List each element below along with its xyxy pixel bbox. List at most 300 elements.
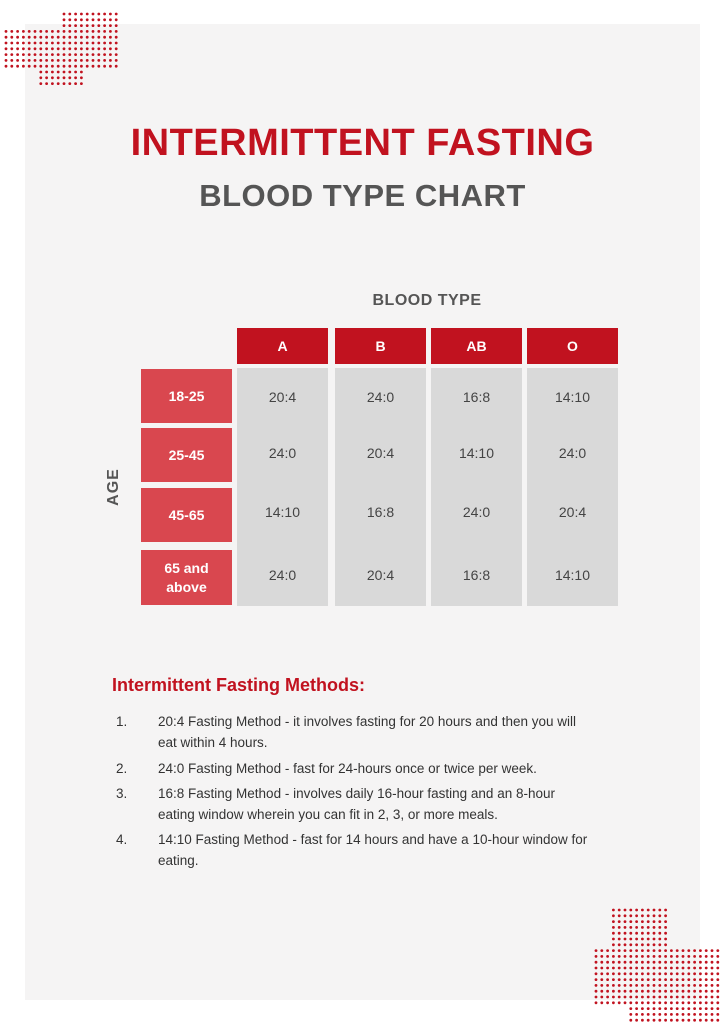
decorative-dot: [612, 932, 615, 935]
decorative-dot: [693, 1019, 696, 1022]
decorative-dot: [600, 967, 603, 970]
decorative-dot: [612, 967, 615, 970]
decorative-dot: [629, 1013, 632, 1016]
decorative-dot: [687, 972, 690, 975]
decorative-dot: [600, 984, 603, 987]
decorative-dot: [693, 996, 696, 999]
decorative-dot: [51, 65, 54, 68]
decorative-dot: [86, 42, 89, 45]
decorative-dot: [647, 949, 650, 952]
decorative-dot: [658, 943, 661, 946]
decorative-dot: [16, 42, 19, 45]
decorative-dot: [658, 967, 661, 970]
decorative-dot: [595, 967, 598, 970]
decorative-dot: [653, 978, 656, 981]
decorative-dot: [103, 53, 106, 56]
decorative-dot: [664, 909, 667, 912]
decorative-dot: [687, 955, 690, 958]
decorative-dot: [647, 938, 650, 941]
decorative-dot: [647, 1013, 650, 1016]
decorative-dot: [705, 1013, 708, 1016]
decorative-dot: [647, 926, 650, 929]
decorative-dot: [676, 996, 679, 999]
row-header-18-25: 18-25: [141, 369, 232, 423]
decorative-dot: [39, 30, 42, 33]
decorative-dot: [629, 967, 632, 970]
decorative-dot: [80, 24, 83, 27]
decorative-dot: [97, 65, 100, 68]
decorative-dot: [74, 47, 77, 50]
decorative-dot: [103, 13, 106, 16]
decorative-dot: [705, 1007, 708, 1010]
decorative-dot: [647, 909, 650, 912]
decorative-dot: [103, 65, 106, 68]
decorative-dot: [103, 42, 106, 45]
decorative-dot: [676, 949, 679, 952]
decorative-dot: [664, 938, 667, 941]
decorative-dot: [716, 1007, 719, 1010]
decorative-dot: [97, 13, 100, 16]
decorative-dot: [92, 36, 95, 39]
decorative-dot: [74, 65, 77, 68]
decorative-dot: [612, 914, 615, 917]
decorative-dot: [647, 967, 650, 970]
decorative-dot: [664, 984, 667, 987]
decorative-dot: [115, 30, 118, 33]
decorative-dot: [693, 1013, 696, 1016]
decorative-dot: [687, 978, 690, 981]
decorative-dot: [10, 53, 13, 56]
decorative-dot: [658, 938, 661, 941]
decorative-dot: [80, 47, 83, 50]
blood-type-axis-label: BLOOD TYPE: [372, 292, 482, 309]
decorative-dot: [670, 1019, 673, 1022]
decorative-dot: [68, 30, 71, 33]
decorative-dot: [676, 1013, 679, 1016]
decorative-dot: [618, 984, 621, 987]
decorative-dot: [606, 978, 609, 981]
decorative-dot: [606, 967, 609, 970]
decorative-dot: [658, 926, 661, 929]
decorative-dot: [115, 36, 118, 39]
decorative-dot: [39, 53, 42, 56]
decorative-dot: [34, 30, 37, 33]
decorative-dot: [653, 932, 656, 935]
decorative-dot: [647, 955, 650, 958]
decorative-dot: [606, 955, 609, 958]
decorative-dot: [641, 978, 644, 981]
decorative-dot: [635, 932, 638, 935]
decorative-dot: [641, 990, 644, 993]
decorative-dot: [658, 1019, 661, 1022]
decorative-dot: [629, 961, 632, 964]
decorative-dot: [629, 926, 632, 929]
decorative-dot: [635, 920, 638, 923]
decorative-dot: [595, 972, 598, 975]
decorative-dot: [92, 59, 95, 62]
decorative-dot: [635, 961, 638, 964]
decorative-dot: [641, 926, 644, 929]
decorative-dot: [664, 1019, 667, 1022]
decorative-dot: [51, 42, 54, 45]
decorative-dot: [624, 943, 627, 946]
decorative-dot: [629, 938, 632, 941]
decorative-dot: [682, 1019, 685, 1022]
decorative-dot: [63, 24, 66, 27]
decorative-dot: [5, 53, 8, 56]
decorative-dot: [682, 978, 685, 981]
decorative-dot: [80, 65, 83, 68]
decorative-dot: [682, 972, 685, 975]
decorative-dot: [658, 1007, 661, 1010]
decorative-dot: [74, 30, 77, 33]
decorative-dot: [716, 978, 719, 981]
decorative-dot: [115, 42, 118, 45]
decorative-dot: [658, 961, 661, 964]
table-cell: 24:0: [268, 445, 297, 461]
decorative-dot: [693, 949, 696, 952]
decorative-dot: [687, 1019, 690, 1022]
decorative-dot: [647, 932, 650, 935]
decorative-dot: [600, 1001, 603, 1004]
decorative-dot: [5, 65, 8, 68]
decorative-dot: [635, 978, 638, 981]
decorative-dot: [682, 1013, 685, 1016]
decorative-dot: [22, 30, 25, 33]
decorative-dot: [74, 59, 77, 62]
decorative-dot: [711, 1013, 714, 1016]
table-cell: 16:8: [462, 567, 491, 583]
decorative-dot: [63, 65, 66, 68]
decorative-dot: [635, 955, 638, 958]
decorative-dot: [115, 13, 118, 16]
decorative-dot: [699, 949, 702, 952]
decorative-dot: [57, 59, 60, 62]
decorative-dot: [624, 938, 627, 941]
decorative-dot: [92, 24, 95, 27]
decorative-dot: [86, 53, 89, 56]
decorative-dot: [57, 53, 60, 56]
decorative-dot: [86, 13, 89, 16]
decorative-dot: [629, 909, 632, 912]
decorative-dot: [68, 53, 71, 56]
decorative-dot: [63, 42, 66, 45]
decorative-dot: [10, 36, 13, 39]
decorative-dot: [624, 932, 627, 935]
decorative-dot: [68, 76, 71, 79]
decorative-dot: [653, 996, 656, 999]
decorative-dot: [103, 18, 106, 21]
decorative-dot: [34, 42, 37, 45]
decorative-dot: [57, 76, 60, 79]
decorative-dot: [612, 909, 615, 912]
decorative-dot: [635, 1013, 638, 1016]
decorative-dot: [716, 1001, 719, 1004]
decorative-dot: [641, 920, 644, 923]
decorative-dot: [647, 1019, 650, 1022]
decorative-dot: [109, 53, 112, 56]
decorative-dot: [705, 996, 708, 999]
decorative-dot: [653, 961, 656, 964]
decorative-dot: [687, 1007, 690, 1010]
decorative-dot: [664, 961, 667, 964]
decorative-dot: [74, 76, 77, 79]
decorative-dot: [109, 65, 112, 68]
table-cell: 14:10: [554, 567, 591, 583]
decorative-dot: [624, 996, 627, 999]
decorative-dot: [716, 955, 719, 958]
decorative-dot: [641, 955, 644, 958]
table-cell: 14:10: [264, 504, 301, 520]
decorative-dot: [670, 1007, 673, 1010]
decorative-dot: [716, 949, 719, 952]
decorative-dot: [624, 984, 627, 987]
decorative-dot: [109, 47, 112, 50]
decorative-dot: [45, 71, 48, 74]
decorative-dot: [647, 1001, 650, 1004]
decorative-dot: [595, 978, 598, 981]
decorative-dot: [80, 82, 83, 85]
decorative-dot: [28, 36, 31, 39]
decorative-dot: [705, 1001, 708, 1004]
decorative-dot: [68, 82, 71, 85]
page-title: INTERMITTENT FASTING: [130, 122, 595, 164]
decorative-dot: [74, 13, 77, 16]
decorative-dot: [658, 1001, 661, 1004]
decorative-dot: [635, 1001, 638, 1004]
decorative-dot: [653, 909, 656, 912]
decorative-dot: [711, 955, 714, 958]
decorative-dot: [711, 1001, 714, 1004]
decorative-dot: [74, 24, 77, 27]
decorative-dot: [618, 1001, 621, 1004]
decorative-dot: [5, 47, 8, 50]
decorative-dot: [670, 967, 673, 970]
decorative-dot: [45, 53, 48, 56]
decorative-dot: [612, 949, 615, 952]
decorative-dot: [653, 920, 656, 923]
decorative-dot: [606, 990, 609, 993]
method-list-item: [112, 829, 592, 873]
decorative-dot: [606, 996, 609, 999]
decorative-dot: [86, 36, 89, 39]
decorative-dot: [635, 914, 638, 917]
decorative-dot: [595, 984, 598, 987]
decorative-dot: [711, 972, 714, 975]
decorative-dot: [74, 18, 77, 21]
decorative-dot: [664, 926, 667, 929]
decorative-dot: [682, 1007, 685, 1010]
decorative-dot: [711, 990, 714, 993]
decorative-dot: [22, 36, 25, 39]
table-cell: 20:4: [366, 567, 395, 583]
decorative-dot: [34, 36, 37, 39]
decorative-dot: [716, 961, 719, 964]
method-description: 24:0 Fasting Method - fast for 24-hours once or twice per week.: [158, 761, 537, 776]
decorative-dot: [670, 972, 673, 975]
decorative-dot: [103, 30, 106, 33]
decorative-dot: [711, 1019, 714, 1022]
decorative-dot: [676, 972, 679, 975]
decorative-dot: [45, 59, 48, 62]
decorative-dot: [92, 13, 95, 16]
decorative-dot: [711, 984, 714, 987]
decorative-dot: [653, 955, 656, 958]
decorative-dot: [647, 914, 650, 917]
decorative-dot: [647, 996, 650, 999]
decorative-dot: [606, 984, 609, 987]
decorative-dot: [595, 996, 598, 999]
decorative-dot: [10, 42, 13, 45]
decorative-dot: [22, 59, 25, 62]
decorative-dot: [45, 47, 48, 50]
decorative-dot: [39, 36, 42, 39]
decorative-dot: [595, 1001, 598, 1004]
decorative-dot: [647, 990, 650, 993]
decorative-dot: [687, 984, 690, 987]
decorative-dot: [653, 914, 656, 917]
decorative-dot: [618, 967, 621, 970]
decorative-dot: [647, 961, 650, 964]
decorative-dot: [670, 1001, 673, 1004]
decorative-dot: [97, 18, 100, 21]
decorative-dot: [10, 65, 13, 68]
decorative-dot: [115, 47, 118, 50]
decorative-dot: [80, 71, 83, 74]
decorative-dot: [10, 47, 13, 50]
decorative-dot: [653, 1019, 656, 1022]
decorative-dot: [653, 938, 656, 941]
decorative-dot: [68, 47, 71, 50]
decorative-dot: [74, 36, 77, 39]
decorative-dot: [647, 978, 650, 981]
decorative-dot: [68, 18, 71, 21]
decorative-dot: [612, 938, 615, 941]
decorative-dot: [705, 978, 708, 981]
decorative-dot: [624, 955, 627, 958]
decorative-dot: [618, 914, 621, 917]
decorative-dot: [618, 990, 621, 993]
decorative-dot: [693, 1007, 696, 1010]
decorative-dot: [658, 972, 661, 975]
column-header-b: B: [335, 328, 426, 364]
decorative-dot: [115, 18, 118, 21]
decorative-dot: [664, 1007, 667, 1010]
decorative-dot: [92, 53, 95, 56]
decorative-dot: [624, 920, 627, 923]
decorative-dot-pattern-top-left: [4, 12, 120, 92]
list-number: 2.: [116, 761, 128, 776]
table-cell: 20:4: [366, 445, 395, 461]
decorative-dot: [653, 926, 656, 929]
decorative-dot: [705, 990, 708, 993]
decorative-dot: [647, 1007, 650, 1010]
decorative-dot: [693, 984, 696, 987]
decorative-dot: [600, 961, 603, 964]
decorative-dot: [34, 59, 37, 62]
decorative-dot: [51, 71, 54, 74]
decorative-dot: [682, 1001, 685, 1004]
decorative-dot: [624, 914, 627, 917]
row-header-65-and-above: 65 and above: [141, 550, 232, 605]
decorative-dot: [16, 53, 19, 56]
decorative-dot: [5, 59, 8, 62]
decorative-dot: [22, 42, 25, 45]
decorative-dot: [606, 972, 609, 975]
decorative-dot: [641, 972, 644, 975]
decorative-dot: [629, 920, 632, 923]
decorative-dot: [653, 990, 656, 993]
page-subtitle: BLOOD TYPE CHART: [199, 178, 526, 213]
decorative-dot: [664, 967, 667, 970]
decorative-dot: [612, 926, 615, 929]
decorative-dot: [63, 36, 66, 39]
method-description: 16:8 Fasting Method - involves daily 16-hour fasting and an 8-hour eating window wherein you can fit in 2, 3, or more meals.: [158, 786, 555, 822]
decorative-dot: [612, 1001, 615, 1004]
decorative-dot: [629, 943, 632, 946]
decorative-dot: [676, 1019, 679, 1022]
decorative-dot: [658, 920, 661, 923]
decorative-dot: [86, 65, 89, 68]
decorative-dot: [68, 59, 71, 62]
decorative-dot: [658, 978, 661, 981]
decorative-dot: [705, 961, 708, 964]
decorative-dot: [699, 984, 702, 987]
decorative-dot: [600, 996, 603, 999]
decorative-dot: [629, 972, 632, 975]
decorative-dot: [682, 967, 685, 970]
row-header-45-65: 45-65: [141, 488, 232, 542]
decorative-dot: [676, 1007, 679, 1010]
decorative-dot: [80, 42, 83, 45]
age-axis-label: AGE: [105, 468, 122, 506]
decorative-dot: [595, 961, 598, 964]
decorative-dot: [641, 961, 644, 964]
list-number: 3.: [116, 786, 128, 801]
decorative-dot: [647, 972, 650, 975]
decorative-dot: [618, 909, 621, 912]
decorative-dot: [57, 65, 60, 68]
decorative-dot: [600, 955, 603, 958]
decorative-dot: [705, 949, 708, 952]
decorative-dot: [629, 978, 632, 981]
decorative-dot: [86, 18, 89, 21]
table-cell: 24:0: [558, 445, 587, 461]
decorative-dot: [612, 996, 615, 999]
decorative-dot: [687, 949, 690, 952]
decorative-dot: [28, 65, 31, 68]
decorative-dot: [45, 36, 48, 39]
decorative-dot: [68, 13, 71, 16]
decorative-dot: [80, 18, 83, 21]
decorative-dot: [115, 59, 118, 62]
decorative-dot: [86, 47, 89, 50]
decorative-dot: [115, 65, 118, 68]
decorative-dot: [68, 36, 71, 39]
decorative-dot: [28, 30, 31, 33]
decorative-dot: [658, 990, 661, 993]
decorative-dot: [68, 42, 71, 45]
decorative-dot: [612, 972, 615, 975]
decorative-dot: [635, 1007, 638, 1010]
decorative-dot: [97, 59, 100, 62]
decorative-dot: [624, 926, 627, 929]
decorative-dot: [658, 996, 661, 999]
decorative-dot: [51, 82, 54, 85]
decorative-dot: [641, 914, 644, 917]
decorative-dot: [612, 978, 615, 981]
decorative-dot: [63, 82, 66, 85]
